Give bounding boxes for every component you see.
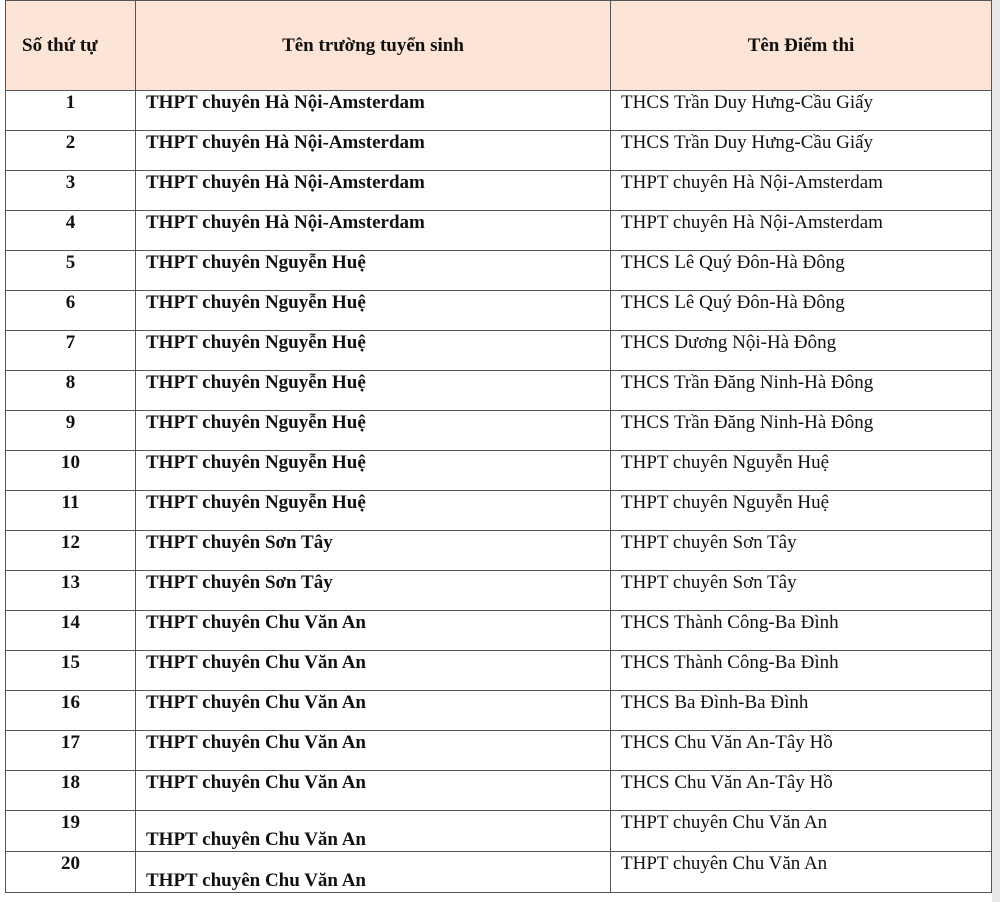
row-number: 1	[6, 91, 136, 131]
table-row	[6, 451, 992, 491]
row-school-name: THPT chuyên Nguyễn Huệ	[136, 491, 611, 531]
row-number: 15	[6, 651, 136, 691]
row-exam-site: THCS Trần Đăng Ninh-Hà Đông	[611, 371, 992, 411]
table-row	[6, 211, 992, 251]
row-school-name: THPT chuyên Nguyễn Huệ	[136, 331, 611, 371]
row-number: 6	[6, 291, 136, 331]
row-school-name: THPT chuyên Chu Văn An	[136, 651, 611, 691]
row-school-name: THPT chuyên Chu Văn An	[136, 771, 611, 811]
header-exam-site: Tên Điểm thi	[611, 1, 992, 91]
table-row	[6, 251, 992, 291]
row-number: 4	[6, 211, 136, 251]
table-row	[6, 131, 992, 171]
row-number: 7	[6, 331, 136, 371]
header-order-number: Số thứ tự	[6, 1, 136, 91]
row-number: 13	[6, 571, 136, 611]
table-row	[6, 651, 992, 691]
row-school-name: THPT chuyên Hà Nội-Amsterdam	[136, 91, 611, 131]
header-school-name: Tên trường tuyển sinh	[136, 1, 611, 91]
row-school-name: THPT chuyên Hà Nội-Amsterdam	[136, 211, 611, 251]
row-school-name: THPT chuyên Chu Văn An	[136, 731, 611, 771]
row-number: 17	[6, 731, 136, 771]
row-exam-site: THCS Lê Quý Đôn-Hà Đông	[611, 291, 992, 331]
row-exam-site: THCS Lê Quý Đôn-Hà Đông	[611, 251, 992, 291]
header-row	[6, 1, 992, 91]
row-number: 5	[6, 251, 136, 291]
row-school-name: THPT chuyên Nguyễn Huệ	[136, 451, 611, 491]
row-number: 11	[6, 491, 136, 531]
row-exam-site: THCS Chu Văn An-Tây Hồ	[611, 771, 992, 811]
row-number: 10	[6, 451, 136, 491]
row-school-name: THPT chuyên Nguyễn Huệ	[136, 251, 611, 291]
row-exam-site: THPT chuyên Nguyễn Huệ	[611, 451, 992, 491]
row-exam-site: THPT chuyên Chu Văn An	[611, 852, 992, 893]
row-school-name: THPT chuyên Hà Nội-Amsterdam	[136, 131, 611, 171]
row-school-name: THPT chuyên Nguyễn Huệ	[136, 411, 611, 451]
row-number: 20	[6, 852, 136, 893]
row-exam-site: THPT chuyên Nguyễn Huệ	[611, 491, 992, 531]
row-school-name: THPT chuyên Chu Văn An	[136, 852, 611, 893]
row-school-name: THPT chuyên Nguyễn Huệ	[136, 371, 611, 411]
row-exam-site: THPT chuyên Hà Nội-Amsterdam	[611, 211, 992, 251]
row-number: 2	[6, 131, 136, 171]
row-exam-site: THPT chuyên Hà Nội-Amsterdam	[611, 171, 992, 211]
row-number: 14	[6, 611, 136, 651]
table-row	[6, 811, 992, 852]
table-row	[6, 691, 992, 731]
row-school-name: THPT chuyên Sơn Tây	[136, 571, 611, 611]
row-school-name: THPT chuyên Hà Nội-Amsterdam	[136, 171, 611, 211]
table-row	[6, 571, 992, 611]
row-number: 12	[6, 531, 136, 571]
row-number: 8	[6, 371, 136, 411]
row-exam-site: THCS Ba Đình-Ba Đình	[611, 691, 992, 731]
exam-sites-table	[5, 0, 992, 893]
row-school-name: THPT chuyên Chu Văn An	[136, 811, 611, 852]
row-exam-site: THCS Trần Duy Hưng-Cầu Giấy	[611, 131, 992, 171]
table-row	[6, 611, 992, 651]
table-row	[6, 411, 992, 451]
table-row	[6, 291, 992, 331]
row-exam-site: THCS Thành Công-Ba Đình	[611, 611, 992, 651]
table-row	[6, 91, 992, 131]
row-exam-site: THCS Trần Đăng Ninh-Hà Đông	[611, 411, 992, 451]
row-number: 16	[6, 691, 136, 731]
row-exam-site: THCS Dương Nội-Hà Đông	[611, 331, 992, 371]
row-number: 18	[6, 771, 136, 811]
table-row	[6, 371, 992, 411]
row-school-name: THPT chuyên Nguyễn Huệ	[136, 291, 611, 331]
row-number: 19	[6, 811, 136, 852]
table-row	[6, 331, 992, 371]
row-school-name: THPT chuyên Chu Văn An	[136, 611, 611, 651]
page-edge	[992, 0, 1000, 902]
row-exam-site: THCS Chu Văn An-Tây Hồ	[611, 731, 992, 771]
table-row	[6, 731, 992, 771]
row-school-name: THPT chuyên Sơn Tây	[136, 531, 611, 571]
table-row	[6, 171, 992, 211]
row-exam-site: THPT chuyên Chu Văn An	[611, 811, 992, 852]
table-row	[6, 531, 992, 571]
row-number: 3	[6, 171, 136, 211]
row-school-name: THPT chuyên Chu Văn An	[136, 691, 611, 731]
row-exam-site: THCS Thành Công-Ba Đình	[611, 651, 992, 691]
table-row	[6, 771, 992, 811]
row-number: 9	[6, 411, 136, 451]
table-row	[6, 491, 992, 531]
row-exam-site: THPT chuyên Sơn Tây	[611, 531, 992, 571]
table-row	[6, 852, 992, 893]
row-exam-site: THCS Trần Duy Hưng-Cầu Giấy	[611, 91, 992, 131]
row-exam-site: THPT chuyên Sơn Tây	[611, 571, 992, 611]
